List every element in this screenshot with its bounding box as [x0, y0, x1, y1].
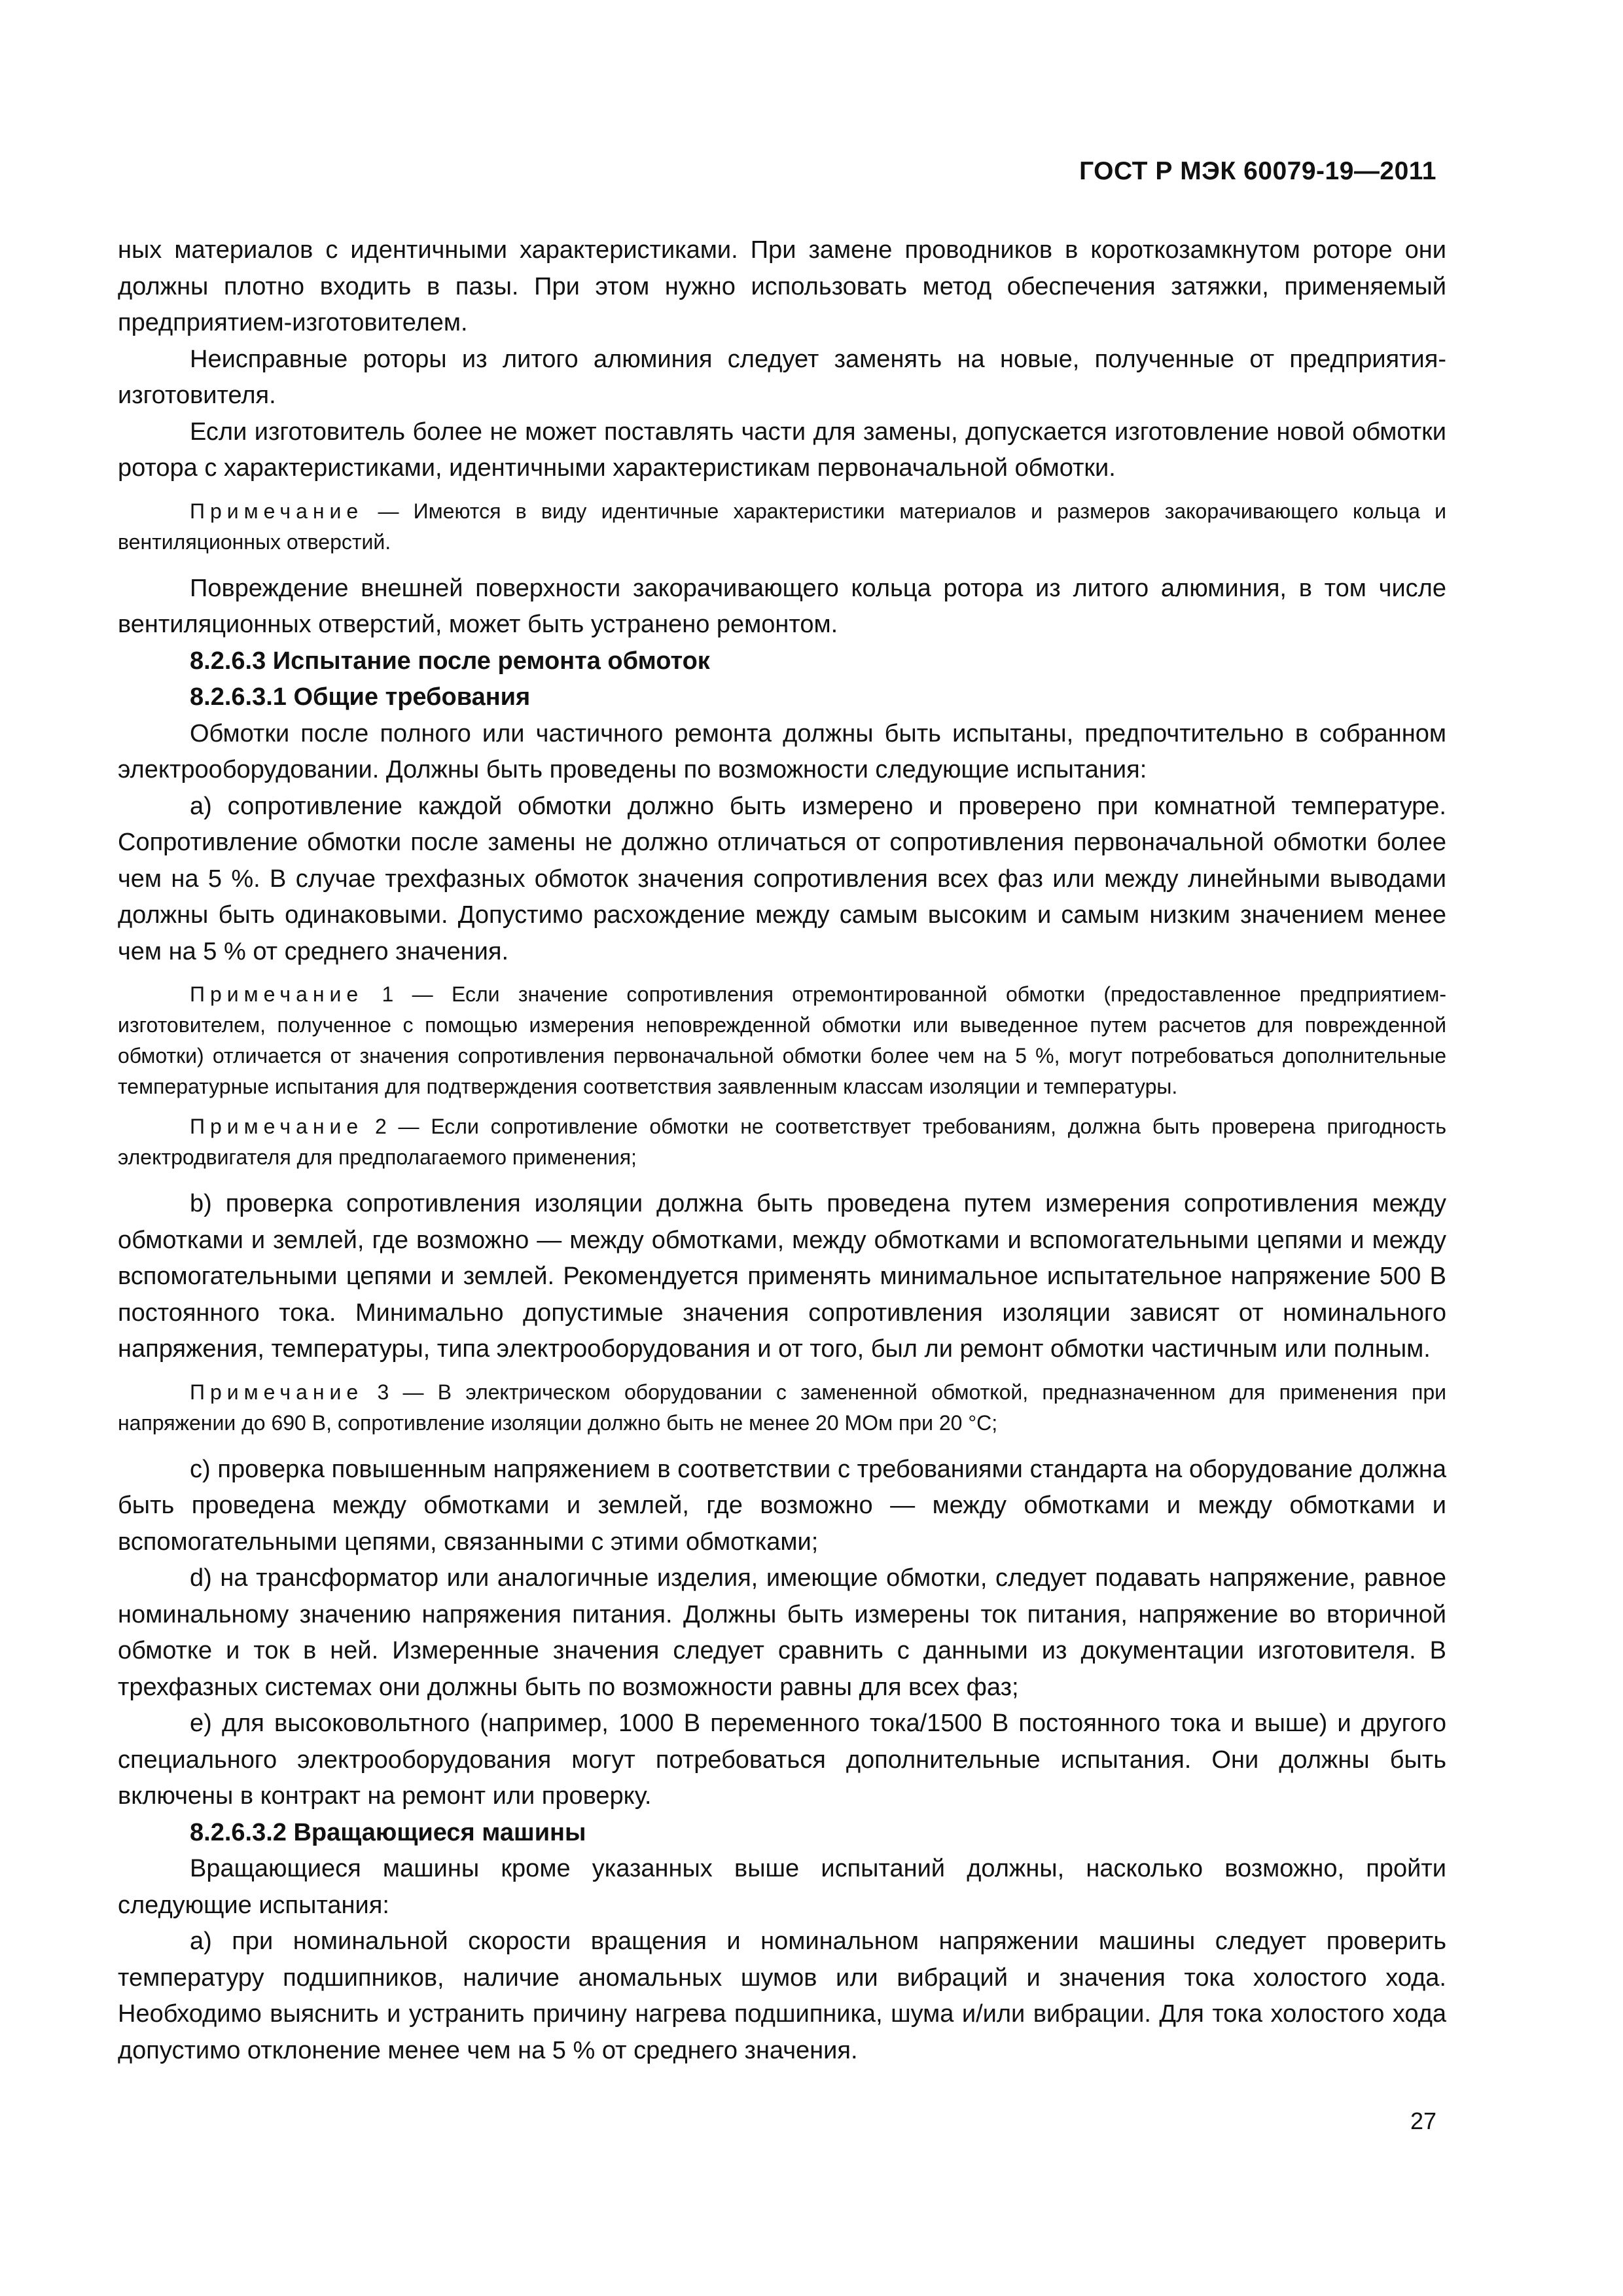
page-number: 27 — [1410, 2108, 1436, 2134]
note-text: 1 — Если значение сопротивления отремонтированной обмотки (предоставленное предприятием-изготовителем, полученное с помощью измерения неповрежденной обмотки или выведенное путем расчетов для поврежденной обмотки) отличается от значения сопротивления первоначальной обмотки более чем на 5 %, могут потребоваться дополнительные температурные испытания для подтверждения соответствия заявленным классам изоляции и температуры. — [118, 982, 1446, 1098]
section-heading: 8.2.6.3.2 Вращающиеся машины — [190, 1818, 586, 1846]
paragraph: Если изготовитель более не может поставлять части для замены, допускается изготовление новой обмотки ротора с характеристиками, идентичными характеристикам первоначальной обмотки. — [118, 418, 1446, 482]
list-item: e) для высоковольтного (например, 1000 В переменного тока/1500 В постоянного тока и выше) и другого специального электрооборудования могут потребоваться дополнительные испытания. Они должны быть включены в контракт на ремонт или проверку. — [118, 1710, 1446, 1810]
standard-header: ГОСТ Р МЭК 60079-19—2011 — [1079, 157, 1436, 185]
list-item: a) сопротивление каждой обмотки должно быть измерено и проверено при комнатной температуре. Сопротивление обмотки после замены не должно отличаться от сопротивления первоначальной обмотки более чем на 5 %. В случае трехфазных обмоток значения сопротивления всех фаз или между линейными выводами должны быть одинаковыми. Допустимо расхождение между самым высоким и самым низким значением менее чем на 5 % от среднего значения. — [118, 792, 1446, 965]
paragraph: Неисправные роторы из литого алюминия следует заменять на новые, полученные от предприятия-изготовителя. — [118, 345, 1446, 409]
body-text — [118, 232, 1446, 2069]
list-item: b) проверка сопротивления изоляции должна быть проведена путем измерения сопротивления между обмотками и землей, где возможно — между обмотками, между обмотками и вспомогательными цепями и между вспомогательными цепями и землей. Рекомендуется применять минимальное испытательное напряжение 500 В постоянного тока. Минимально допустимые значения сопротивления изоляции зависят от номинального напряжения, температуры, типа электрооборудования и от того, был ли ремонт обмотки частичным или полным. — [118, 1190, 1446, 1363]
paragraph: ных материалов с идентичными характеристиками. При замене проводников в короткозамкнутом роторе они должны плотно входить в пазы. При этом нужно использовать метод обеспечения затяжки, применяемый предприятием-изготовителем. — [118, 236, 1446, 336]
list-item: c) проверка повышенным напряжением в соответствии с требованиями стандарта на оборудование должна быть проведена между обмотками и землей, где возможно — между обмотками и между обмотками и вспомогательными цепями, связанными с этими обмотками; — [118, 1455, 1446, 1556]
section-heading: 8.2.6.3 Испытание после ремонта обмоток — [190, 647, 710, 675]
note-text: — Имеются в виду идентичные характеристики материалов и размеров закорачивающего кольца и вентиляционных отверстий. — [118, 499, 1446, 554]
note — [118, 1377, 1446, 1439]
note-label: Примечание — [190, 982, 364, 1006]
note-text: 2 — Если сопротивление обмотки не соответствует требованиям, должна быть проверена пригодность электродвигателя для предполагаемого применения; — [118, 1115, 1446, 1169]
paragraph: Вращающиеся машины кроме указанных выше испытаний должны, насколько возможно, пройти следующие испытания: — [118, 1855, 1446, 1919]
list-item: d) на трансформатор или аналогичные изделия, имеющие обмотки, следует подавать напряжение, равное номинальному значению напряжения питания. Должны быть измерены ток питания, напряжение во вторичной обмотке и ток в ней. Измеренные значения следует сравнить с данными из документации изготовителя. В трехфазных системах они должны быть по возможности равны для всех фаз; — [118, 1564, 1446, 1701]
note-text: 3 — В электрическом оборудовании с замененной обмоткой, предназначенном для применения при напряжении до 690 В, сопротивление изоляции должно быть не менее 20 МОм при 20 °С; — [118, 1380, 1446, 1435]
section-heading: 8.2.6.3.1 Общие требования — [190, 683, 531, 711]
paragraph: Повреждение внешней поверхности закорачивающего кольца ротора из литого алюминия, в том числе вентиляционных отверстий, может быть устранено ремонтом. — [118, 574, 1446, 638]
note — [118, 1111, 1446, 1173]
note — [118, 979, 1446, 1102]
note-label: Примечание — [190, 1380, 364, 1404]
note — [118, 496, 1446, 558]
note-label: Примечание — [190, 499, 364, 523]
paragraph: Обмотки после полного или частичного ремонта должны быть испытаны, предпочтительно в собранном электрооборудовании. Должны быть проведены по возможности следующие испытания: — [118, 719, 1446, 783]
note-label: Примечание — [190, 1115, 364, 1138]
list-item: a) при номинальной скорости вращения и номинальном напряжении машины следует проверить температуру подшипников, наличие аномальных шумов или вибраций и значения тока холостого хода. Необходимо выяснить и устранить причину нагрева подшипника, шума и/или вибрации. Для тока холостого хода допустимо отклонение менее чем на 5 % от среднего значения. — [118, 1928, 1446, 2064]
